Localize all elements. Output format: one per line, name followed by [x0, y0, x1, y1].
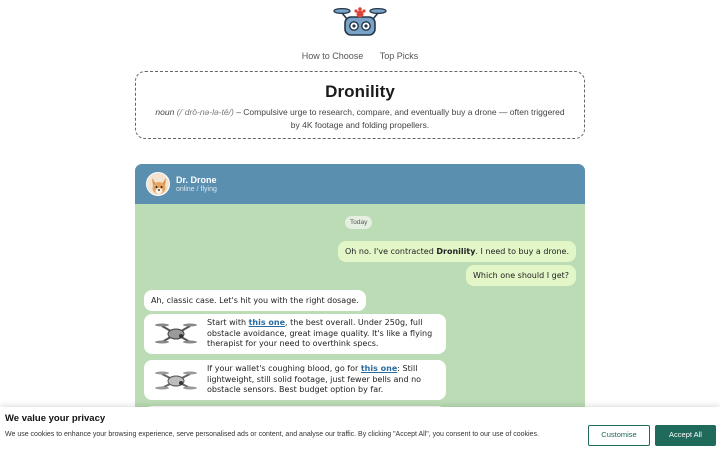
- drone-pick-card: [144, 314, 446, 354]
- pick-text: : Still lightweight, still solid footage, just fewer bells and no obstacle sensors. Best budget option by far.: [207, 364, 422, 394]
- message-text: Oh no. I've contracted: [345, 247, 437, 256]
- pick-description: [207, 364, 439, 396]
- incoming-message: Ah, classic case. Let's hit you with the right dosage.: [144, 290, 366, 311]
- avatar: [146, 172, 170, 196]
- definition-text: [136, 106, 584, 132]
- cookie-text: We use cookies to enhance your browsing experience, serve personalised ads or content, and analyse our traffic. By clicking "Accept All", you consent to our use of cookies.: [5, 431, 539, 438]
- pick-text: If your wallet's coughing blood, go for: [207, 364, 361, 373]
- drone-logo-icon[interactable]: [331, 5, 389, 39]
- message-bold-text: Dronility: [436, 247, 476, 256]
- part-of-speech: noun: [155, 107, 175, 117]
- date-separator: Today: [345, 216, 372, 229]
- outgoing-message: Which one should I get?: [466, 265, 576, 286]
- dog-avatar-icon: [147, 173, 170, 196]
- top-nav: [0, 51, 720, 61]
- chat-contact-status: online / flying: [176, 186, 217, 193]
- definition-word: Dronility: [325, 82, 395, 101]
- chat-header: [135, 164, 585, 204]
- cookie-title: We value your privacy: [5, 413, 106, 424]
- product-link[interactable]: this one: [360, 364, 398, 373]
- message-text: . I need to buy a drone.: [475, 247, 569, 256]
- customise-button[interactable]: Customise: [588, 425, 650, 446]
- drone-image-icon: [154, 318, 198, 350]
- cookie-banner: [0, 407, 720, 450]
- nav-link-how-to-choose[interactable]: How to Choose: [301, 51, 364, 61]
- pick-description: [207, 318, 439, 350]
- pick-text: Start with: [207, 318, 249, 327]
- accept-all-button[interactable]: Accept All: [655, 425, 716, 446]
- drone-pick-card: [144, 360, 446, 400]
- definition-box: [135, 71, 585, 139]
- nav-link-top-picks[interactable]: Top Picks: [379, 51, 419, 61]
- pronunciation: (/ˈdrō-nə-lə-tē/): [176, 107, 234, 117]
- pick-text: , the best overall. Under 250g, full obstacle avoidance, great image quality. It's like a flying therapist for your need to overthink specs.: [207, 318, 433, 348]
- drone-image-icon: [154, 364, 198, 396]
- product-link[interactable]: this one: [248, 318, 286, 327]
- outgoing-message: [338, 241, 576, 262]
- chat-window: [135, 164, 585, 434]
- chat-contact-name: Dr. Drone: [176, 175, 217, 185]
- definition-meaning: – Compulsive urge to research, compare, and eventually buy a drone — often triggered by 4K footage and folding propellers.: [233, 107, 565, 130]
